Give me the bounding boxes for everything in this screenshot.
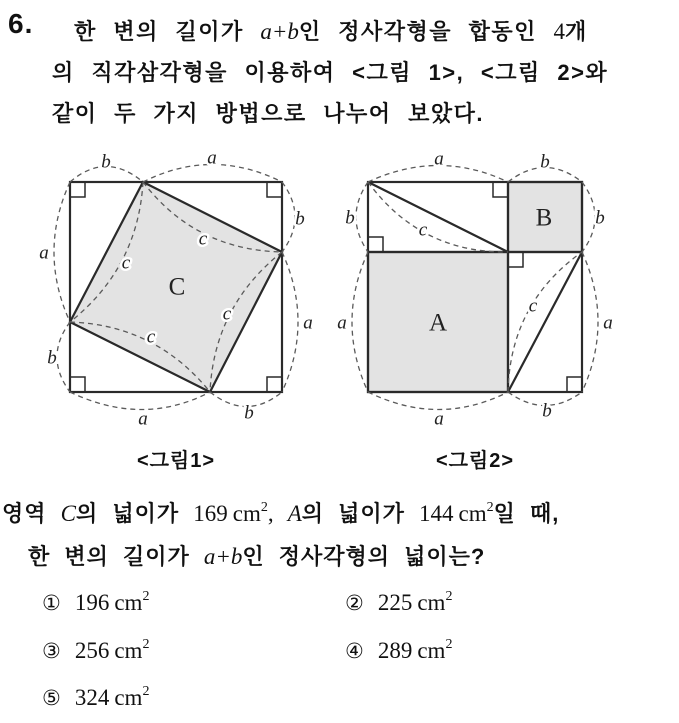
exponent-2: 2 xyxy=(445,589,453,604)
area-value-144: 144 xyxy=(419,501,454,526)
side-label-b: b xyxy=(542,400,552,422)
region-label-a: A xyxy=(428,309,448,337)
exponent-2: 2 xyxy=(142,684,150,699)
choice-1-value: 196 xyxy=(74,590,110,615)
area-value-169: 169 xyxy=(193,501,228,526)
math-symbol-a: A xyxy=(287,501,302,526)
choice-2-marker: ② xyxy=(345,591,364,615)
problem-text: 개 xyxy=(565,19,588,44)
length-arc xyxy=(70,392,210,410)
unit-cm: cm xyxy=(417,590,446,615)
side-label-a: a xyxy=(207,147,217,169)
choice-2-value: 225 xyxy=(377,590,413,615)
exponent-2: 2 xyxy=(142,589,150,604)
right-angle-mark xyxy=(267,182,282,197)
question-text: 의 넓이가 xyxy=(301,501,405,526)
side-label-c: c xyxy=(198,228,208,250)
side-label-c: c xyxy=(222,303,232,325)
side-label-a: a xyxy=(39,242,49,264)
question-text: 의 넓이가 xyxy=(75,501,180,526)
figure-1 xyxy=(30,145,330,445)
right-angle-mark xyxy=(70,377,85,392)
length-arc xyxy=(582,252,598,392)
math-expression-a-plus-b: a+b xyxy=(203,544,243,569)
length-arc xyxy=(57,322,70,392)
side-label-b: b xyxy=(101,151,111,173)
choice-5 xyxy=(42,685,149,711)
choice-3-value: 256 xyxy=(74,638,110,663)
comma: , xyxy=(267,501,274,526)
choice-1 xyxy=(42,590,149,616)
diagonal-c xyxy=(508,252,582,392)
side-label-a: a xyxy=(434,408,444,430)
problem-text: 한 변의 길이가 xyxy=(74,19,244,44)
side-label-c: c xyxy=(146,326,156,348)
length-arc xyxy=(282,182,295,252)
length-arc xyxy=(352,252,368,392)
unit-cm: cm xyxy=(232,501,261,526)
side-label-b: b xyxy=(345,207,355,229)
unit-cm: cm xyxy=(458,501,487,526)
length-arc xyxy=(582,182,595,252)
question-line-1 xyxy=(2,497,559,528)
right-angle-mark xyxy=(368,237,383,252)
right-angle-mark xyxy=(508,252,523,267)
region-label-c: C xyxy=(168,273,186,301)
side-label-b: b xyxy=(47,347,57,369)
number-4: 4 xyxy=(553,19,566,44)
choice-3-marker: ③ xyxy=(42,639,61,663)
choice-5-value: 324 xyxy=(74,685,110,710)
side-label-c: c xyxy=(528,295,538,317)
side-label-a: a xyxy=(138,408,148,430)
length-arc xyxy=(356,182,368,252)
side-label-a: a xyxy=(434,148,444,170)
figure-2-caption: <그림2> xyxy=(435,450,515,472)
choice-2 xyxy=(345,590,452,616)
length-arc xyxy=(282,252,298,392)
diagonal-c xyxy=(368,182,508,252)
right-angle-mark xyxy=(267,377,282,392)
side-label-a: a xyxy=(603,312,613,334)
choice-4-marker: ④ xyxy=(345,639,364,663)
length-arc xyxy=(368,392,508,410)
question-text: 인 정사각형의 넓이는? xyxy=(242,544,486,569)
problem-line-2: 의 직각삼각형을 이용하여 <그림 1>, <그림 2>와 xyxy=(52,60,609,85)
question-text: 일 때, xyxy=(493,501,560,526)
right-angle-mark xyxy=(493,182,508,197)
question-text: 영역 xyxy=(2,501,47,526)
region-label-b: B xyxy=(535,204,553,232)
side-label-a: a xyxy=(303,312,313,334)
question-line-2 xyxy=(28,540,485,571)
problem-number: 6. xyxy=(8,8,34,39)
right-angle-mark xyxy=(567,377,582,392)
exponent-2: 2 xyxy=(445,637,453,652)
side-label-b: b xyxy=(540,151,550,173)
unit-cm: cm xyxy=(114,638,143,663)
choice-4-value: 289 xyxy=(377,638,413,663)
unit-cm: cm xyxy=(114,685,143,710)
choice-5-marker: ⑤ xyxy=(42,686,61,710)
choice-4 xyxy=(345,638,452,664)
problem-line-3: 같이 두 가지 방법으로 나누어 보았다. xyxy=(52,101,484,126)
problem-line-1 xyxy=(74,15,588,46)
side-label-c: c xyxy=(121,252,131,274)
math-expression-a-plus-b: a+b xyxy=(260,19,299,44)
math-symbol-c: C xyxy=(60,501,76,526)
side-label-b: b xyxy=(295,208,305,230)
figure-2 xyxy=(330,145,660,445)
side-label-b: b xyxy=(595,207,605,229)
problem-text: 인 정사각형을 합동인 xyxy=(298,19,537,44)
choice-1-marker: ① xyxy=(42,591,61,615)
side-label-c: c xyxy=(418,219,428,241)
side-label-a: a xyxy=(337,312,347,334)
unit-cm: cm xyxy=(114,590,143,615)
exponent-2: 2 xyxy=(260,500,268,515)
question-text: 한 변의 길이가 xyxy=(28,544,190,569)
length-arc xyxy=(54,182,70,322)
exponent-2: 2 xyxy=(486,500,494,515)
choice-3 xyxy=(42,638,149,664)
exponent-2: 2 xyxy=(142,637,150,652)
side-label-b: b xyxy=(244,402,254,424)
figure-1-caption: <그림1> xyxy=(136,450,216,472)
unit-cm: cm xyxy=(417,638,446,663)
right-angle-mark xyxy=(70,182,85,197)
